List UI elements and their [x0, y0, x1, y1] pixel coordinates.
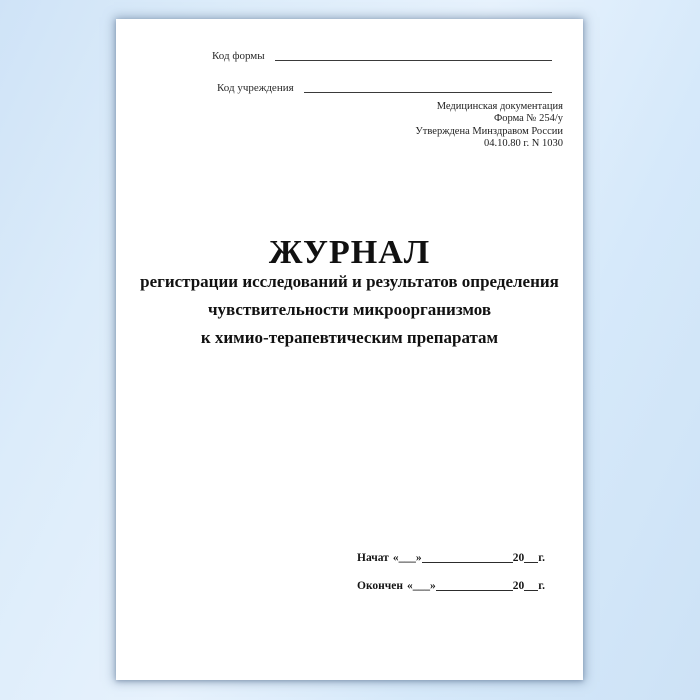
date-fields-block [357, 552, 545, 593]
end-day-blank: «___» [407, 580, 436, 592]
doc-approval-block [415, 101, 563, 151]
doc-info-line: Форма № 254/у [493, 113, 563, 125]
end-date-row [357, 580, 545, 593]
code-form-row [212, 50, 552, 63]
journal-subtitle-line: чувствительности микроорганизмов [207, 300, 492, 319]
journal-cover-page [116, 19, 583, 680]
end-year-blank-line [524, 590, 538, 591]
journal-subtitle-line: регистрации исследований и результатов определения [140, 272, 559, 291]
journal-title: ЖУРНАЛ [268, 234, 431, 271]
start-date-blank-line [422, 562, 513, 563]
doc-info-line: 04.10.80 г. N 1030 [484, 138, 563, 150]
start-day-blank: «___» [392, 552, 422, 564]
code-form-blank-line [275, 60, 552, 61]
code-form-label: Код формы [212, 50, 265, 62]
end-date-blank-line [436, 590, 513, 591]
start-year-suffix: г. [538, 552, 545, 564]
start-year-prefix: 20 [512, 552, 525, 564]
doc-info-line: Медицинская документация [436, 101, 563, 112]
code-institution-blank-line [304, 92, 552, 93]
start-date-row [357, 552, 545, 565]
journal-subtitle-line: к химио-терапевтическим препаратам [200, 328, 499, 347]
end-year-prefix: 20 [512, 580, 525, 592]
start-year-blank-line [524, 562, 538, 563]
end-date-label: Окончен [357, 580, 404, 592]
end-year-suffix: г. [538, 580, 545, 592]
code-institution-label: Код учреждения [217, 82, 294, 94]
start-date-label: Начат [357, 552, 389, 564]
code-institution-row [217, 82, 552, 95]
doc-info-line: Утверждена Минздравом России [415, 125, 563, 137]
journal-subtitle [116, 268, 583, 352]
